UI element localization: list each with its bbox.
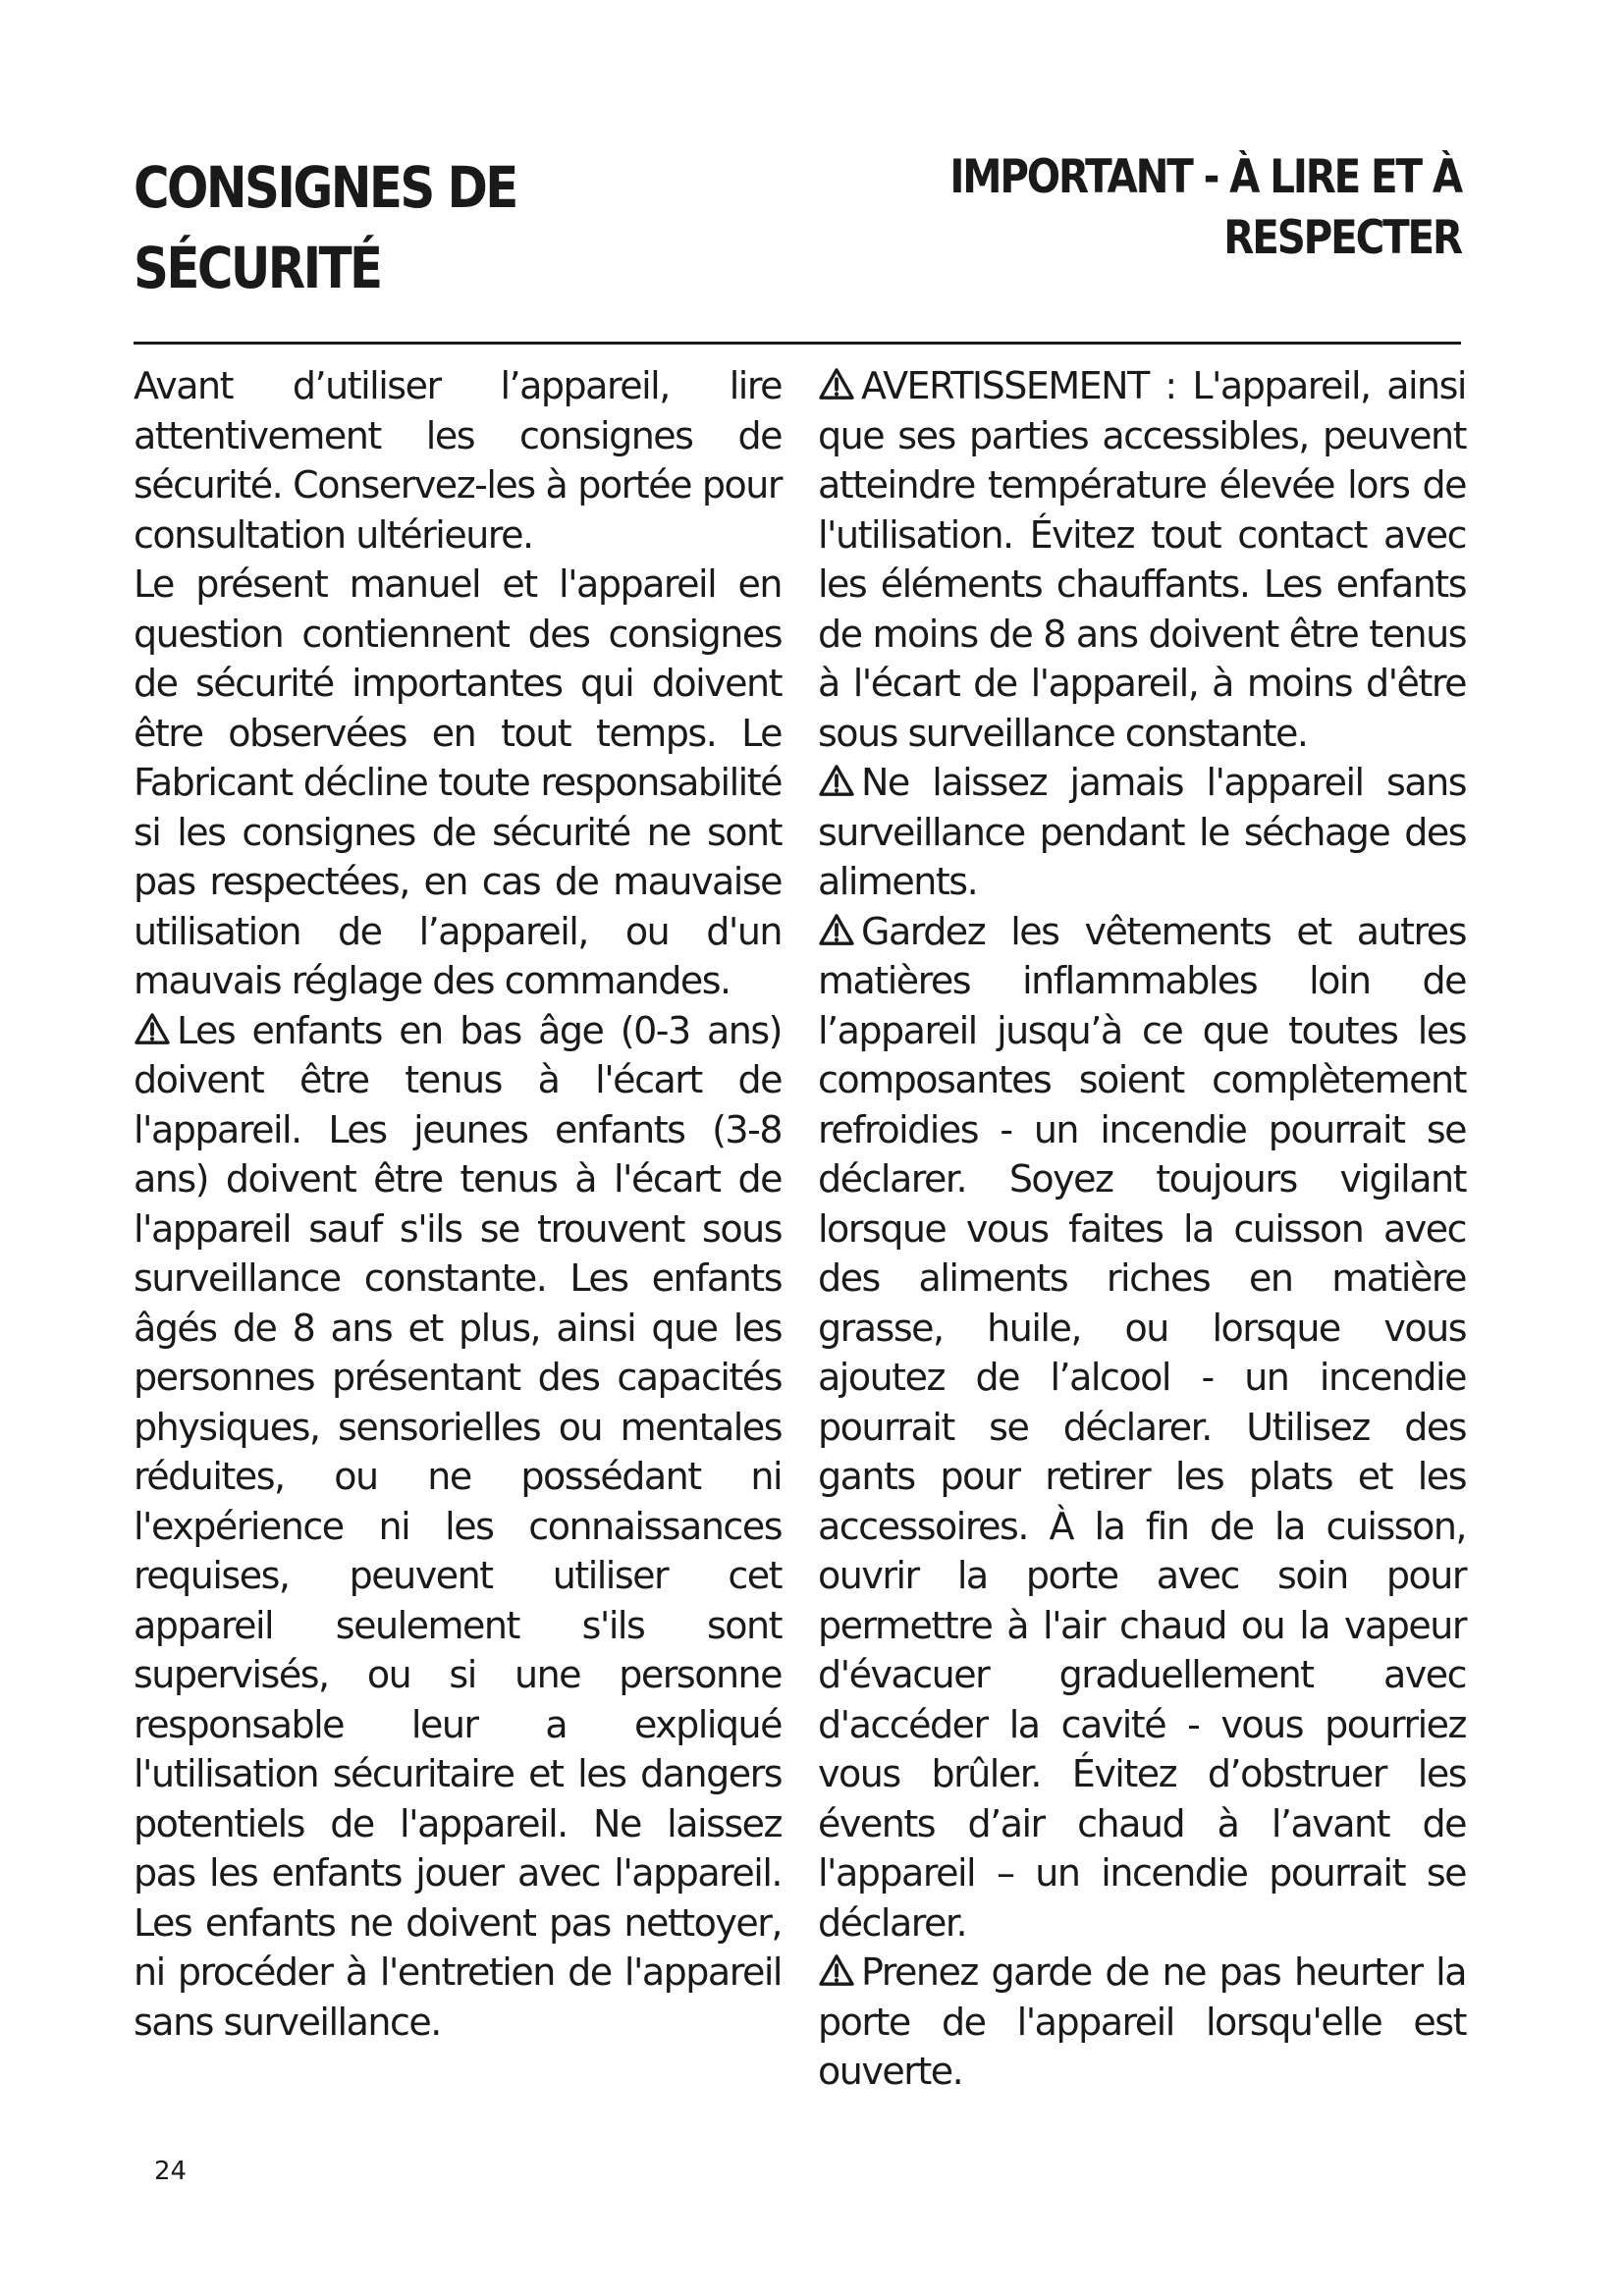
warning-triangle-icon (818, 764, 855, 797)
door-warning-paragraph (818, 1948, 1466, 2097)
page-subtitle: IMPORTANT - À LIRE ET À RESPECTER (949, 150, 1461, 265)
door-warning-text: Prenez garde de ne pas heurter la porte de l'appareil lorsqu'elle est ouverte. (818, 1950, 1466, 2093)
unattended-warning-paragraph (818, 758, 1466, 907)
warning-triangle-icon (818, 1953, 855, 1987)
hot-parts-warning-paragraph (818, 361, 1466, 758)
manual-paragraph: Le présent manuel et l'appareil en question contiennent des consignes de sécurité importantes qui doivent être observées en tout temps. Le Fabricant décline toute responsabilité si les consignes de sécurité ne sont pas respectées, en cas de mauvaise utilisation de l’appareil, ou d'un mauvais réglage des commandes. (134, 562, 782, 1002)
children-warning-text: Les enfants en bas âge (0-3 ans) doivent être tenus à l'écart de l'appareil. Les jeunes enfants (3-8 ans) doivent être tenus à l'écart de l'appareil sauf s'ils se trouvent sous surveillance constante. Les enfants âgés de 8 ans et plus, ainsi que les personnes présentant des capacités physiques, sensorielles ou mentales réduites, ou ne possédant ni l'expérience ni les connaissances requises, peuvent utiliser cet appareil seulement s'ils sont supervisés, ou si une personne responsable leur a expliqué l'utilisation sécuritaire et les dangers potentiels de l'appareil. Ne laissez pas les enfants jouer avec l'appareil. Les enfants ne doivent pas nettoyer, ni procéder à l'entretien de l'appareil sans surveillance. (134, 1008, 782, 2044)
warning-triangle-icon (818, 367, 855, 400)
warning-triangle-icon (134, 1012, 171, 1045)
fire-warning-text: Gardez les vêtements et autres matières inflammables loin de l’appareil jusqu’à ce que toutes les composantes soient complètement refroidies - un incendie pourrait se déclarer. Soyez toujours vigilant lorsque vous faites la cuisson avec des aliments riches en matière grasse, huile, ou lorsque vous ajoutez de l’alcool - un incendie pourrait se déclarer. Utilisez des gants pour retirer les plats et les accessoires. À la fin de la cuisson, ouvrir la porte avec soin pour permettre à l'air chaud ou la vapeur d'évacuer graduellement avec d'accéder la cavité - vous pourriez vous brûler. Évitez d’obstruer les évents d’air chaud à l’avant de l'appareil – un incendie pourrait se déclarer. (818, 909, 1466, 1945)
left-column (134, 361, 782, 2047)
children-warning-paragraph (134, 1006, 782, 2048)
intro-paragraph: Avant d’utiliser l’appareil, lire attentivement les consignes de sécurité. Conservez-les à portée pour consultation ultérieure. (134, 364, 782, 557)
header-divider (134, 342, 1461, 345)
hot-parts-warning-text: AVERTISSEMENT : L'appareil, ainsi que ses parties accessibles, peuvent atteindre température élevée lors de l'utilisation. Évitez tout contact avec les éléments chauffants. Les enfants de moins de 8 ans doivent être tenus à l'écart de l'appareil, à moins d'être sous surveillance constante. (818, 364, 1466, 755)
warning-triangle-icon (818, 913, 855, 946)
page-number: 24 (154, 2157, 188, 2186)
right-column (818, 361, 1466, 2097)
page-title: CONSIGNES DE SÉCURITÉ (134, 154, 516, 301)
unattended-warning-text: Ne laissez jamais l'appareil sans surveillance pendant le séchage des aliments. (818, 761, 1466, 903)
fire-warning-paragraph (818, 907, 1466, 1949)
